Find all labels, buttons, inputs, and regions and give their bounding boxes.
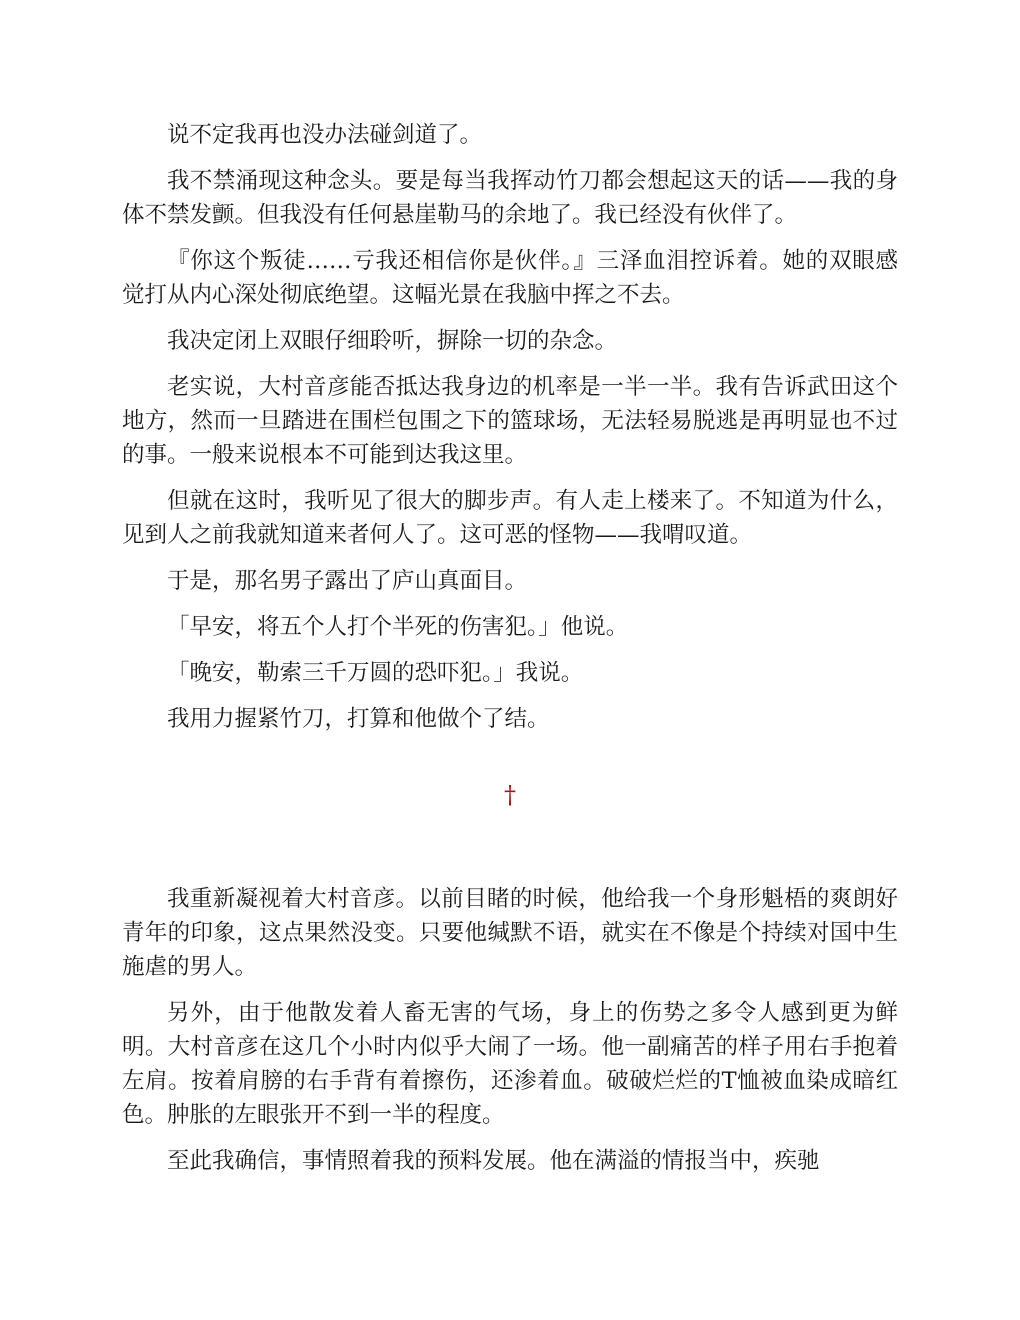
- paragraph: 老实说，大村音彦能否抵达我身边的机率是一半一半。我有告诉武田这个地方，然而一旦踏进在围栏包围之下的篮球场，无法轻易脱逃是再明显也不过的事。一般来说根本不可能到达我这里。: [122, 374, 898, 468]
- paragraph: 「晚安，勒索三千万圆的恐吓犯。」我说。: [167, 660, 584, 686]
- paragraph: 我不禁涌现这种念头。要是每当我挥动竹刀都会想起这天的话——我的身体不禁发颤。但我没有任何悬崖勒马的余地了。我已经没有伙伴了。: [122, 168, 898, 228]
- paragraph: 「早安，将五个人打个半死的伤害犯。」他说。: [167, 614, 629, 640]
- paragraph: 另外，由于他散发着人畜无害的气场，身上的伤势之多令人感到更为鲜明。大村音彦在这几个小时内似乎大闹了一场。他一副痛苦的样子用右手抱着左肩。按着肩膀的右手背有着擦伤，还渗着血。破破烂烂的T恤被血染成暗红色。肿胀的左眼张开不到一半的程度。: [122, 1000, 898, 1128]
- paragraph: 说不定我再也没办法碰剑道了。: [167, 122, 483, 148]
- paragraph: 但就在这时，我听见了很大的脚步声。有人走上楼来了。不知道为什么，见到人之前我就知道来者何人了。这可恶的怪物——我喟叹道。: [122, 488, 898, 548]
- paragraph: 我决定闭上双眼仔细聆听，摒除一切的杂念。: [167, 328, 618, 354]
- paragraph: 于是，那名男子露出了庐山真面目。: [167, 568, 528, 594]
- paragraph: 『你这个叛徒……亏我还相信你是伙伴。』三泽血泪控诉着。她的双眼感觉打从内心深处彻底绝望。这幅光景在我脑中挥之不去。: [122, 248, 898, 308]
- document-page: [122, 118, 898, 1190]
- paragraph: 我重新凝视着大村音彦。以前目睹的时候，他给我一个身形魁梧的爽朗好青年的印象，这点果然没变。只要他缄默不语，就实在不像是个持续对国中生施虐的男人。: [122, 886, 898, 980]
- section-break-dagger-icon: †: [504, 781, 516, 809]
- paragraph: 我用力握紧竹刀，打算和他做个了结。: [167, 706, 550, 732]
- paragraph: 至此我确信，事情照着我的预料发展。他在满溢的情报当中，疾驰: [167, 1148, 820, 1174]
